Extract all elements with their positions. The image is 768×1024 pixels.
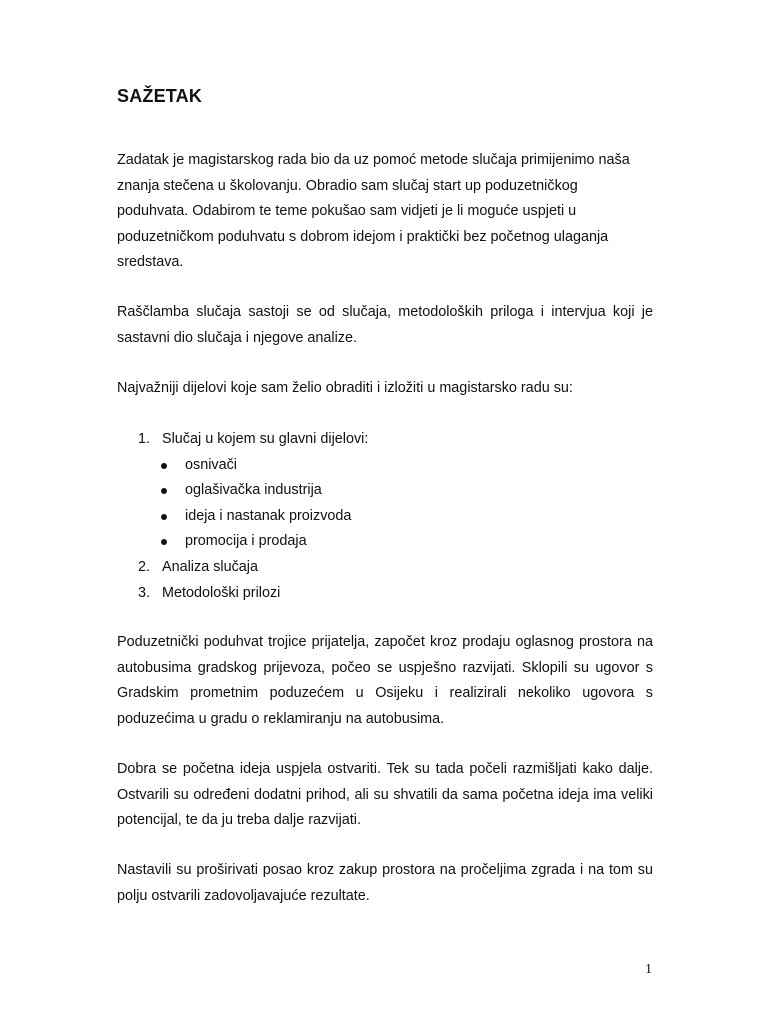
summary-paragraph-6: Nastavili su proširivati posao kroz zakup prostora na pročeljima zgrada i na tom su polju ostvarili zadovoljavajuće rezultate.	[117, 862, 653, 904]
summary-paragraph-3: Najvažniji dijelovi koje sam želio obraditi i izložiti u magistarsko radu su:	[117, 380, 573, 396]
sub-list-item-text: promocija i prodaja	[185, 533, 307, 550]
summary-paragraph-1: Zadatak je magistarskog rada bio da uz pomoć metode slučaja primijenimo naša znanja stečena u školovanju. Obradio sam slučaj start up poduzetničkog poduhvata. Odabirom te teme pokušao sam vidjeti je li moguće uspjeti u poduzetničkom poduhvatu s dobrom idejom i praktički bez početnog ulaganja sredstava.	[117, 152, 630, 271]
page-title: SAŽETAK	[117, 86, 203, 106]
bullet-icon	[161, 463, 167, 469]
sub-list-item	[117, 478, 653, 504]
list-item-text: Slučaj u kojem su glavni dijelovi:	[162, 431, 369, 447]
summary-paragraph-2: Raščlamba slučaja sastoji se od slučaja, metodoloških priloga i intervjua koji je sastavni dio slučaja i njegove analize.	[117, 304, 653, 346]
bullet-icon	[161, 514, 167, 520]
bullet-icon	[161, 539, 167, 545]
list-item-text: Metodološki prilozi	[162, 584, 281, 601]
sub-list-item-text: osnivači	[185, 456, 237, 473]
page-number: 1	[645, 962, 652, 977]
bullet-icon	[161, 488, 167, 494]
sub-list-item	[117, 529, 653, 555]
list-item	[117, 581, 653, 607]
summary-paragraph-4: Poduzetnički poduhvat trojice prijatelja, započet kroz prodaju oglasnog prostora na autobusima gradskog prijevoza, počeo se uspješno razvijati. Sklopili su ugovor s Gradskim prometnim poduzećem u Osijeku i realizirali nekoliko ugovora s poduzećima u gradu o reklamiranju na autobusima.	[117, 634, 653, 727]
summary-paragraph-5: Dobra se početna ideja uspjela ostvariti. Tek su tada počeli razmišljati kako dalje. Ostvarili su određeni dodatni prihod, ali su shvatili da sama početna ideja ima veliki potencijal, te da ju treba dalje razvijati.	[117, 761, 653, 829]
sub-list-item	[117, 453, 653, 479]
main-parts-list	[117, 427, 653, 606]
list-item-text: Analiza slučaja	[162, 558, 258, 575]
sub-list-item-text: ideja i nastanak proizvoda	[185, 507, 352, 524]
sub-list-item	[117, 504, 653, 530]
sub-list	[117, 453, 653, 555]
list-item-number: 1.	[138, 431, 151, 447]
list-item	[117, 555, 653, 581]
list-item-number: 3.	[138, 584, 151, 601]
sub-list-item-text: oglašivačka industrija	[185, 482, 322, 499]
list-item	[117, 427, 653, 555]
list-item-number: 2.	[138, 558, 151, 575]
